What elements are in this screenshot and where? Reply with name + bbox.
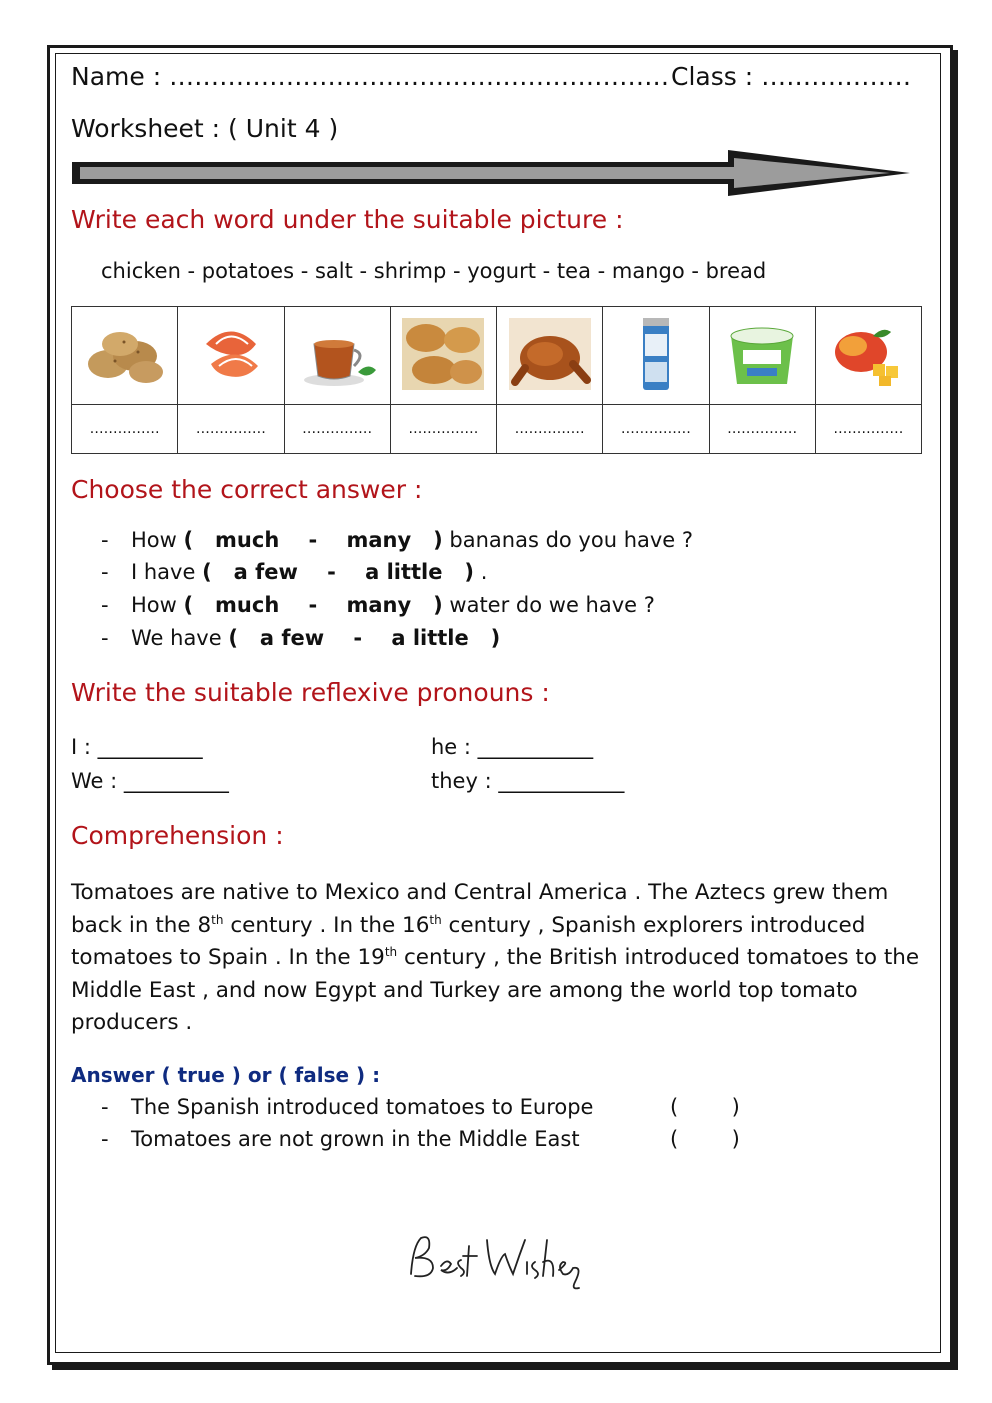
choice-options[interactable]: ( a few - a little ) (202, 560, 475, 584)
tea-image (292, 314, 382, 394)
section-title-choose: Choose the correct answer : (71, 475, 423, 504)
salt-image (611, 314, 701, 394)
picture-cell (603, 307, 709, 405)
shrimp-image (186, 314, 276, 394)
chicken-image (505, 314, 595, 394)
best-wishes-signature (403, 1226, 593, 1296)
answer-parentheses[interactable]: ( ) (670, 1127, 740, 1151)
answer-blank[interactable]: …………… (497, 405, 603, 454)
comprehension-passage: Tomatoes are native to Mexico and Central America . The Aztecs grew them back in the 8th century . In the 16th century , Spanish explorers introduced tomatoes to Spain . In the 19th century , the British introduced tomatoes to the Middle East , and now Egypt and Turkey are among the world top tomato producers . (71, 880, 920, 1035)
word-bank: chicken - potatoes - salt - shrimp - yogurt - tea - mango - bread (101, 259, 767, 283)
answer-blank[interactable]: …………… (390, 405, 496, 454)
list-item: - How ( much - many ) water do we have ? (101, 593, 655, 617)
worksheet-title: Worksheet : ( Unit 4 ) (71, 114, 339, 143)
question-pre: We have (131, 626, 222, 650)
question-post: water do we have ? (449, 593, 655, 617)
answer-parentheses[interactable]: ( ) (670, 1095, 740, 1119)
question-pre: How (131, 528, 177, 552)
yogurt-image (717, 314, 807, 394)
list-item: - The Spanish introduced tomatoes to Europe (101, 1095, 594, 1119)
answer-blank[interactable]: …………… (72, 405, 178, 454)
answer-blank[interactable]: …………… (603, 405, 709, 454)
pronoun-he-field[interactable]: he : ___________ (431, 735, 594, 759)
picture-cell (284, 307, 390, 405)
true-false-title: Answer ( true ) or ( false ) : (71, 1063, 381, 1087)
pronoun-we-field[interactable]: We : __________ (71, 769, 229, 793)
mango-image (823, 314, 913, 394)
pronoun-i-field[interactable]: I : __________ (71, 735, 203, 759)
question-pre: I have (131, 560, 196, 584)
pronoun-they-field[interactable]: they : ____________ (431, 769, 625, 793)
picture-table (71, 306, 922, 454)
choice-options[interactable]: ( a few - a little ) (228, 626, 501, 650)
answer-blank[interactable]: …………… (284, 405, 390, 454)
list-item: - Tomatoes are not grown in the Middle East (101, 1127, 580, 1151)
section-title-comprehension: Comprehension : (71, 821, 284, 850)
picture-cell (390, 307, 496, 405)
section-title-vocabulary: Write each word under the suitable picture : (71, 205, 624, 234)
statement-text: Tomatoes are not grown in the Middle East (131, 1127, 580, 1151)
question-post: . (480, 560, 488, 584)
class-field: Class : ……………… (671, 62, 912, 91)
statement-text: The Spanish introduced tomatoes to Europe (131, 1095, 594, 1119)
picture-cell (497, 307, 603, 405)
potatoes-image (80, 314, 170, 394)
bread-image (398, 314, 488, 394)
question-post: bananas do you have ? (449, 528, 694, 552)
list-item: - How ( much - many ) bananas do you have ? (101, 528, 694, 552)
section-title-reflexive: Write the suitable reflexive pronouns : (71, 678, 550, 707)
answer-blank[interactable]: …………… (815, 405, 921, 454)
answer-blank[interactable]: …………… (178, 405, 284, 454)
name-field: Name : …………………………………………………… (71, 62, 670, 91)
choice-options[interactable]: ( much - many ) (183, 593, 443, 617)
list-item: - We have ( a few - a little ) (101, 626, 501, 650)
arrow-divider (70, 148, 915, 198)
answer-blank[interactable]: …………… (709, 405, 815, 454)
choice-options[interactable]: ( much - many ) (183, 528, 443, 552)
list-item: - I have ( a few - a little ) . (101, 560, 488, 584)
picture-cell (178, 307, 284, 405)
question-pre: How (131, 593, 177, 617)
picture-cell (815, 307, 921, 405)
picture-cell (72, 307, 178, 405)
picture-cell (709, 307, 815, 405)
